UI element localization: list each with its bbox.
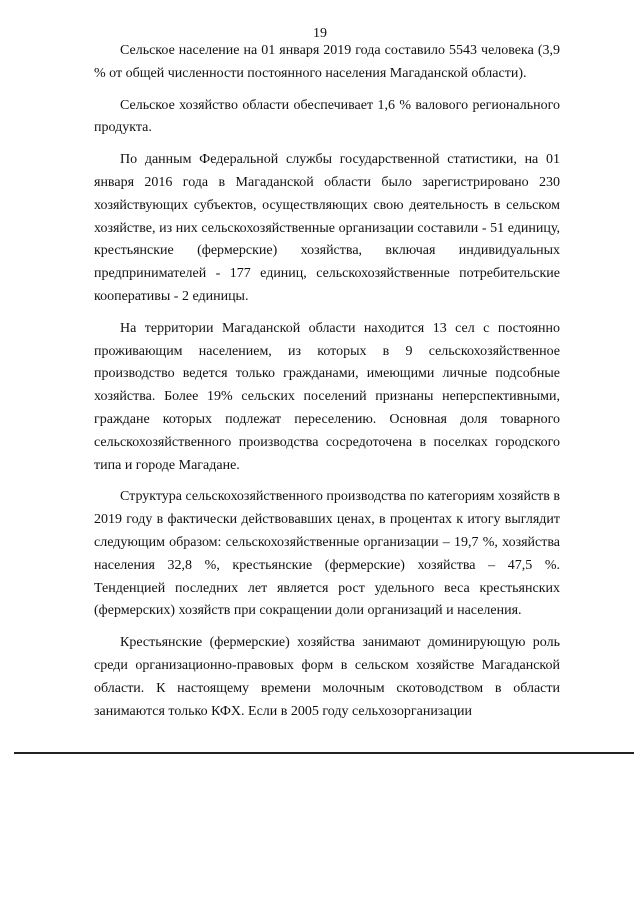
page-bottom-rule: [14, 752, 634, 754]
paragraph-registered-entities: По данным Федеральной службы государственной статистики, на 01 января 2016 года в Магаданской области было зарегистрировано 230 хозяйствующих субъектов, осуществляющих свою деятельность в сельском хозяйстве, из них сельскохозяйственные организации составили - 51 единицу, крестьянские (фермерские) хозяйства, включая индивидуальных предпринимателей - 177 единиц, сельскохозяйственные потребительские кооперативы - 2 единицы.: [94, 152, 560, 304]
paragraph-production-structure: Структура сельскохозяйственного производства по категориям хозяйств в 2019 году в фактически действовавших ценах, в процентах к итогу выглядит следующим образом: сельскохозяйственные организации – 19,7 %, хозяйства населения 32,8 %, крестьянские (фермерские) хозяйства – 47,5 %. Тенденцией последних лет является рост удельного веса крестьянских (фермерских) хозяйств при сокращении доли организаций и населения.: [94, 489, 560, 619]
page-number: 19: [313, 26, 327, 41]
paragraph-rural-population: Сельское население на 01 января 2019 года составило 5543 человека (3,9 % от общей численности постоянного населения Магаданской области).: [94, 43, 560, 81]
paragraph-villages: На территории Магаданской области находится 13 сел с постоянно проживающим населением, из которых в 9 сельскохозяйственное производство ведется только гражданами, имеющими личные подсобные хозяйства. Более 19% сельских поселений признаны неперспективными, граждане которых подлежат переселению. Основная доля товарного сельскохозяйственного производства сосредоточена в поселках городского типа и городе Магадане.: [94, 320, 560, 473]
paragraph-agriculture-grp-share: Сельское хозяйство области обеспечивает 1,6 % валового регионального продукта.: [94, 97, 560, 136]
paragraph-farm-households: Крестьянские (фермерские) хозяйства занимают доминирующую роль среди организационно-правовых форм в сельском хозяйстве Магаданской области. К настоящему времени молочным скотоводством в области занимаются только КФХ. Если в 2005 году сельхозорганизации: [94, 635, 560, 719]
body-text: [94, 40, 560, 730]
